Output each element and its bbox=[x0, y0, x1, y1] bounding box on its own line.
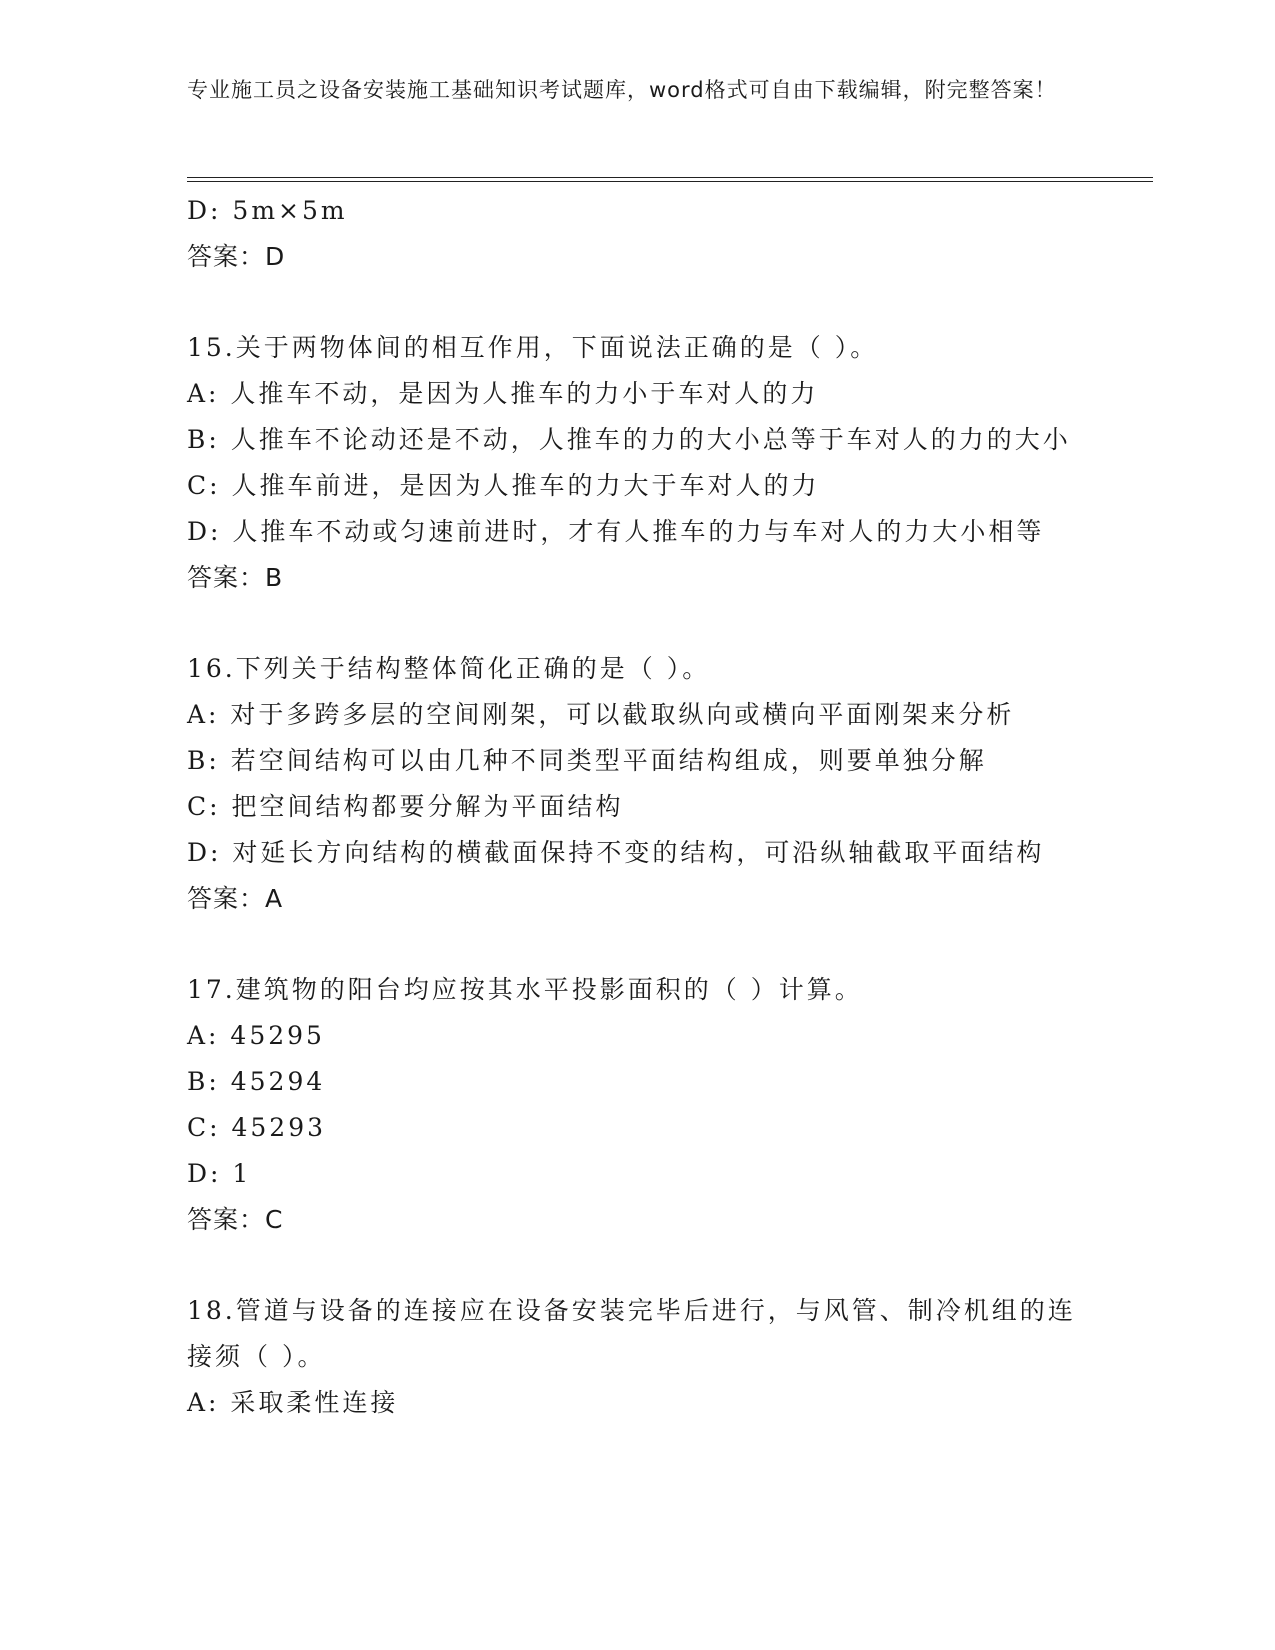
question-15-option-c: C: 人推车前进，是因为人推车的力大于车对人的力 bbox=[187, 471, 820, 500]
question-15-stem: 15.关于两物体间的相互作用，下面说法正确的是（ ）。 bbox=[187, 333, 879, 362]
question-17-option-d: D: 1 bbox=[187, 1159, 252, 1188]
question-15-answer: 答案：B bbox=[187, 563, 284, 592]
header-rule-bottom bbox=[187, 181, 1153, 182]
prev-option-d: D: 5m×5m bbox=[187, 196, 348, 225]
question-18-stem: 18.管道与设备的连接应在设备安装完毕后进行，与风管、制冷机组的连接须（ ）。 bbox=[187, 1296, 1076, 1371]
question-16-answer: 答案：A bbox=[187, 884, 284, 913]
question-16-option-a: A: 对于多跨多层的空间刚架，可以截取纵向或横向平面刚架来分析 bbox=[187, 700, 1015, 729]
question-17-answer: 答案：C bbox=[187, 1205, 284, 1234]
question-16-option-b: B: 若空间结构可以由几种不同类型平面结构组成，则要单独分解 bbox=[187, 746, 987, 775]
question-content bbox=[187, 188, 1147, 1426]
question-17-stem: 17.建筑物的阳台均应按其水平投影面积的（ ）计算。 bbox=[187, 975, 863, 1004]
question-17-option-b: B: 45294 bbox=[187, 1067, 326, 1096]
question-15-option-a: A: 人推车不动，是因为人推车的力小于车对人的力 bbox=[187, 379, 819, 408]
question-16-stem: 16.下列关于结构整体简化正确的是（ ）。 bbox=[187, 654, 711, 683]
question-17-option-c: C: 45293 bbox=[187, 1113, 327, 1142]
question-16-option-c: C: 把空间结构都要分解为平面结构 bbox=[187, 792, 624, 821]
prev-answer: 答案：D bbox=[187, 242, 286, 271]
document-header: 专业施工员之设备安装施工基础知识考试题库，word格式可自由下载编辑，附完整答案！ bbox=[187, 78, 1057, 102]
question-15-option-d: D: 人推车不动或匀速前进时，才有人推车的力与车对人的力大小相等 bbox=[187, 517, 1045, 546]
question-16-option-d: D: 对延长方向结构的横截面保持不变的结构，可沿纵轴截取平面结构 bbox=[187, 838, 1045, 867]
question-18-option-a: A: 采取柔性连接 bbox=[187, 1388, 399, 1417]
header-rule-top bbox=[187, 177, 1153, 178]
question-15-option-b: B: 人推车不论动还是不动，人推车的力的大小总等于车对人的力的大小 bbox=[187, 425, 1071, 454]
question-17-option-a: A: 45295 bbox=[187, 1021, 325, 1050]
